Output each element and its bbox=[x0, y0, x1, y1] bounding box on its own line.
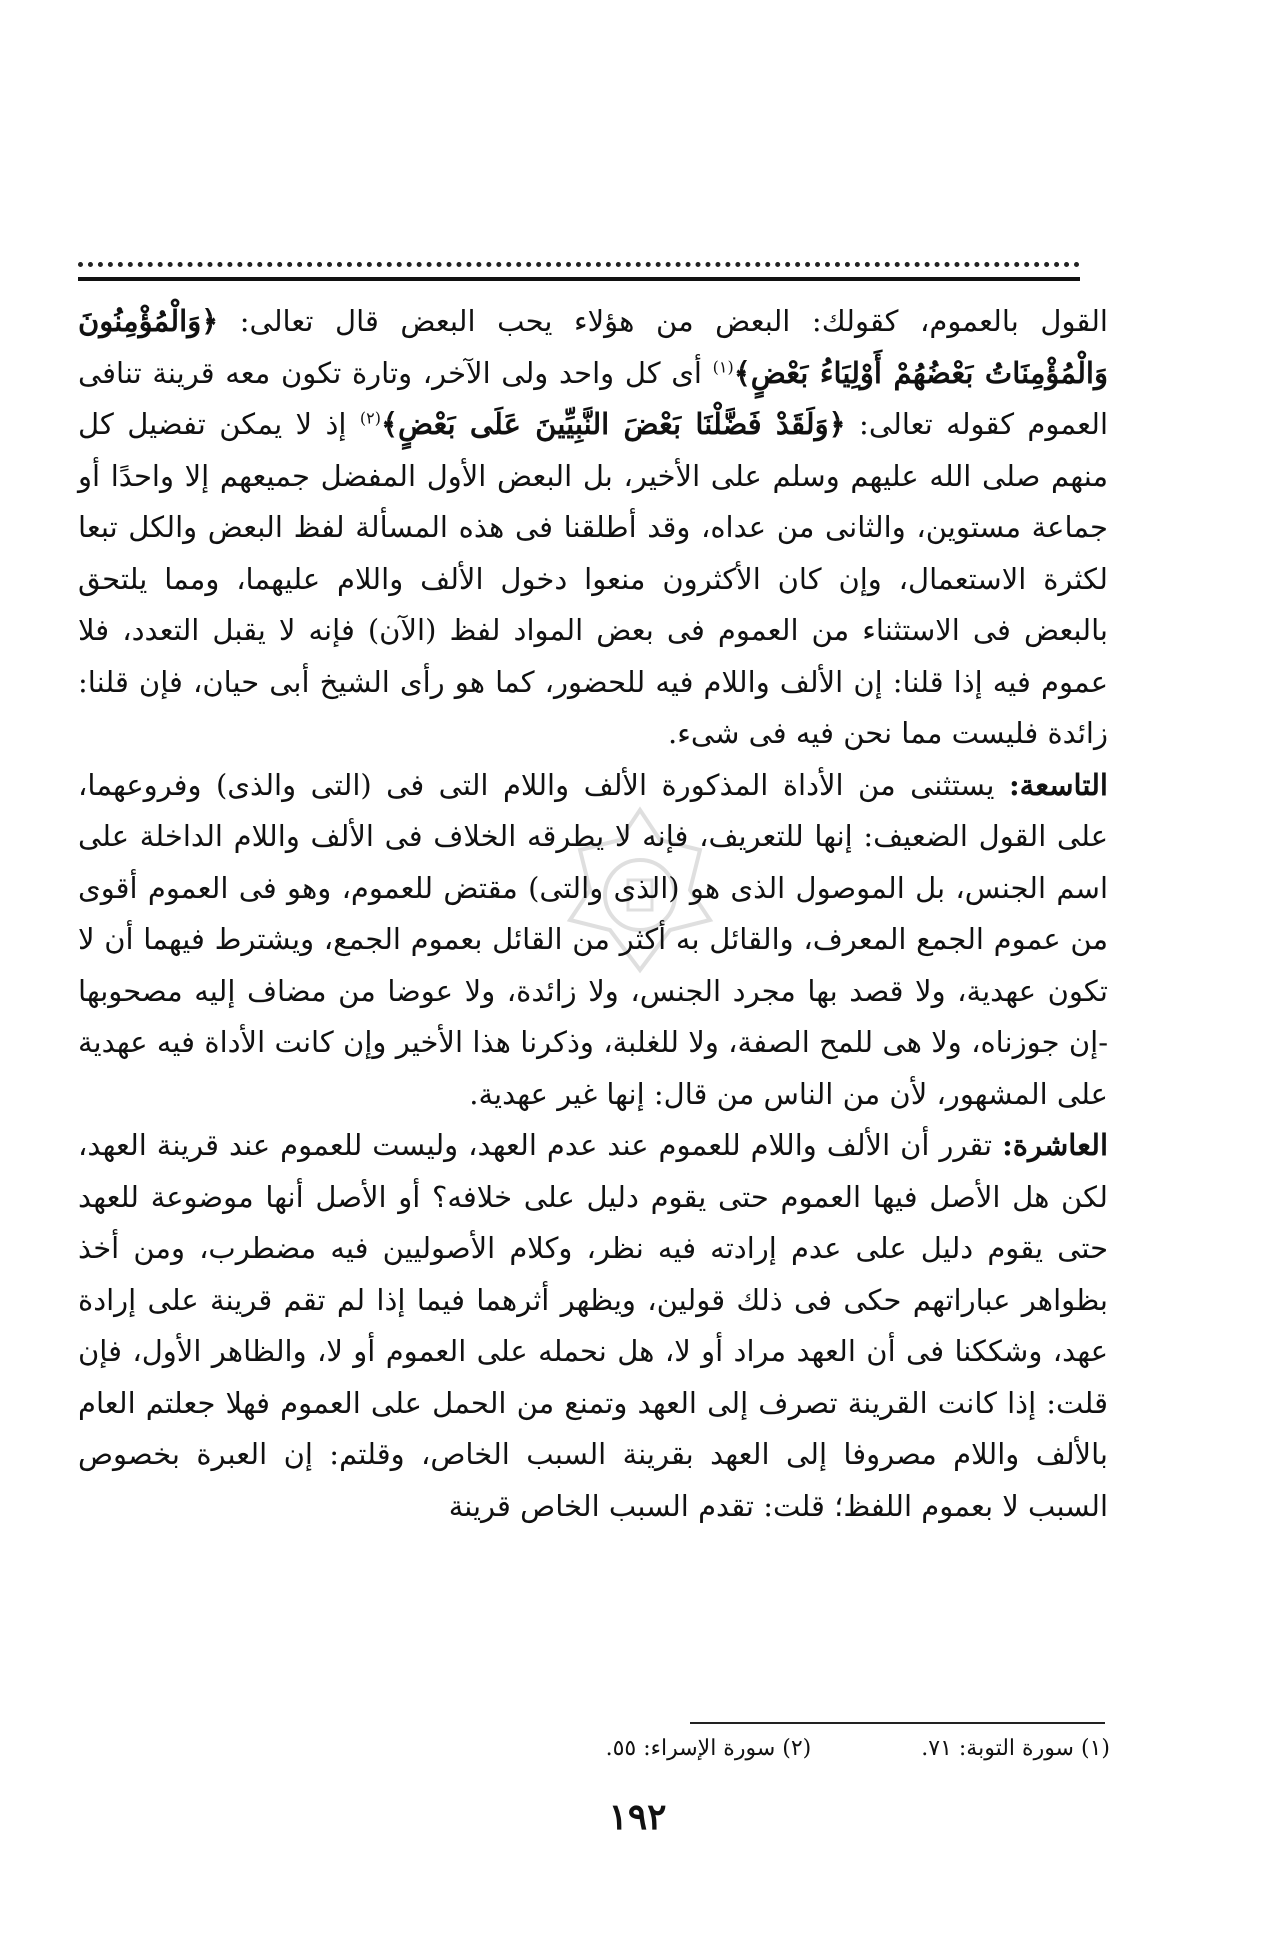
footnote-ref-2[interactable]: (٢) bbox=[359, 408, 381, 428]
footnotes bbox=[340, 1736, 1110, 1761]
paragraph-3-heading: العاشرة: bbox=[1002, 1128, 1108, 1162]
footnote-separator bbox=[690, 1722, 1105, 1724]
paragraph-1-middle: أى كل واحد ولى الآخر، وتارة تكون معه قرينة تنافى العموم كقوله تعالى: bbox=[78, 355, 1108, 441]
paragraph-1-intro: القول بالعموم، كقولك: البعض من هؤلاء يحب البعض قال تعالى: bbox=[218, 304, 1108, 338]
paragraph-3 bbox=[78, 1120, 1108, 1532]
header-solid-rule bbox=[78, 277, 1080, 281]
footnote-ref-1[interactable]: (١) bbox=[712, 356, 734, 376]
paragraph-2-text: يستثنى من الأداة المذكورة الألف واللام التى فى (التى والذى) وفروعهما، على القول الضعيف: إنها للتعريف، فإنه لا يطرقه الخلاف فى الألف واللام الداخلة على اسم الجنس، بل الموصول الذى هو (الذى والتى) مقتض للعموم، وهو فى العموم أقوى من عموم الجمع المعرف، والقائل به أكثر من القائل بعموم الجمع، ويشترط فيهما أن لا تكون عهدية، ولا قصد بها مجرد الجنس، ولا زائدة، ولا عوضا من مضاف إليه مصحوبها -إن جوزناه، ولا هى للمح الصفة، ولا للغلبة، وذكرنا هذا الأخير وإن كانت الأداة فيه عهدية على المشهور، لأن من الناس من قال: إنها غير عهدية. bbox=[78, 767, 1108, 1111]
footnote-1: (١) سورة التوبة: ٧١. bbox=[921, 1736, 1110, 1761]
main-text bbox=[78, 296, 1108, 1532]
quran-verse-2: ﴿وَلَقَدْ فَضَّلْنَا بَعْضَ النَّبِيِّينَ عَلَى بَعْضٍ﴾ bbox=[381, 407, 846, 441]
header-dotted-rule bbox=[78, 262, 1080, 267]
page-number: ١٩٢ bbox=[608, 1796, 667, 1838]
paragraph-3-text: تقرر أن الألف واللام للعموم عند عدم العهد، وليست للعموم عند قرينة العهد، لكن هل الأصل فيها العموم حتى يقوم دليل على خلافه؟ أو الأصل أنها موضوعة للعهد حتى يقوم دليل على عدم إرادته فيه نظر، وكلام الأصوليين فيه مضطرب، ومن أخذ بظواهر عباراتهم حكى فى ذلك قولين، ويظهر أثرهما فيما إذا لم تقم قرينة على إرادة عهد، وشككنا فى أن العهد مراد أو لا، هل نحمله على العموم أو لا، والظاهر الأول، فإن قلت: إذا كانت القرينة تصرف إلى العهد وتمنع من الحمل على العموم فهلا جعلتم العام بالألف واللام مصروفا إلى العهد بقرينة السبب الخاص، وقلتم: إن العبرة بخصوص السبب لا بعموم اللفظ؛ قلت: تقدم السبب الخاص قرينة bbox=[78, 1128, 1108, 1523]
paragraph-2 bbox=[78, 760, 1108, 1121]
footnote-2: (٢) سورة الإسراء: ٥٥. bbox=[605, 1736, 812, 1761]
quran-verse-1: ﴿وَالْمُؤْمِنُونَ وَالْمُؤْمِنَاتُ بَعْضُهُمْ أَوْلِيَاءُ بَعْضٍ﴾ bbox=[78, 304, 1108, 390]
paragraph-2-heading: التاسعة: bbox=[1008, 767, 1108, 802]
paragraph-1-rest: إذ لا يمكن تفضيل كل منهم صلى الله عليهم وسلم على الأخير، بل البعض الأول المفضل جميعهم إلا واحدًا أو جماعة مستوين، والثانى من عداه، وقد أطلقنا فى هذه المسألة لفظ البعض والكل تبعا لكثرة الاستعمال، وإن كان الأكثرون منعوا دخول الألف واللام عليهما، ومما يلتحق بالبعض فى الاستثناء من العموم فى بعض المواد لفظ (الآن) فإنه لا يقبل التعدد، فلا عموم فيه إذا قلنا: إن الألف واللام فيه للحضور، كما هو رأى الشيخ أبى حيان، فإن قلنا: زائدة فليست مما نحن فيه فى شىء. bbox=[78, 407, 1108, 750]
paragraph-1 bbox=[78, 296, 1108, 760]
